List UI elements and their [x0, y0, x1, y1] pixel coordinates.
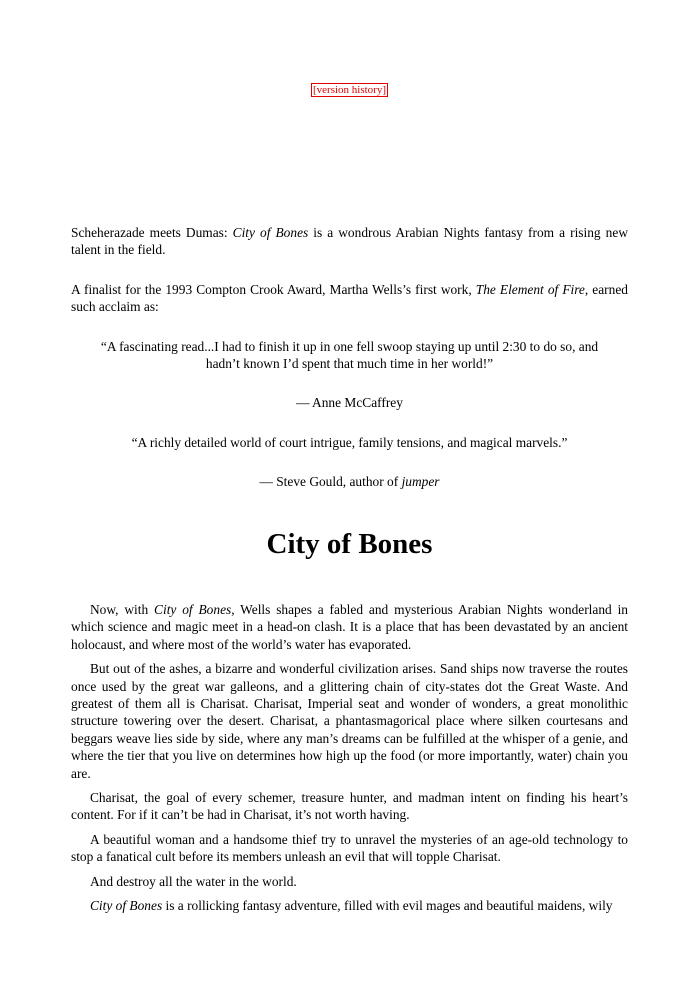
- blurb-paragraph-1: [71, 224, 628, 259]
- quote-gould: “A richly detailed world of court intrigue, family tensions, and magical marvels.”: [131, 434, 568, 450]
- version-history-link[interactable]: [version history]: [312, 84, 386, 96]
- body-section: [71, 601, 628, 922]
- body-paragraph-6: [71, 897, 628, 914]
- text-span: Scheherazade meets Dumas:: [71, 225, 233, 240]
- book-title-italic: City of Bones: [90, 898, 163, 914]
- quote-mccaffrey: “A fascinating read...I had to finish it up in one fell swoop staying up until 2:30 to do so, and hadn’t known I’d spent that much time in her world!”: [100, 338, 599, 372]
- attribution-mccaffrey: — Anne McCaffrey: [296, 395, 403, 411]
- text-span: , earned such acclaim as:: [71, 281, 628, 315]
- book-title-heading: City of Bones: [266, 528, 433, 560]
- text-span: , Wells shapes a fabled and mysterious Arabian Nights wonderland in which science and magic meet in a head-on clash. It is a place that has been devastated by an ancient holocaust, and where most of the world’s water has evaporated.: [71, 602, 628, 652]
- text-span: is a wondrous Arabian Nights fantasy from a rising new talent in the field.: [71, 225, 628, 258]
- blurb-paragraph-2: [71, 281, 628, 316]
- text-span: A finalist for the 1993 Compton Crook Award, Martha Wells’s first work,: [71, 281, 476, 297]
- book-title-italic: The Element of Fire: [475, 281, 585, 297]
- body-paragraph-4: A beautiful woman and a handsome thief try to unravel the mysteries of an age-old technology to stop a fanatical cult before its members unleash an evil that will topple Charisat.: [71, 831, 628, 865]
- book-title-italic: City of Bones: [232, 225, 309, 240]
- body-paragraph-1: [71, 601, 628, 653]
- book-title-italic: City of Bones: [154, 602, 232, 617]
- text-span: Now, with: [90, 602, 155, 617]
- text-span: is a rollicking fantasy adventure, filled with evil mages and beautiful maidens, wily: [162, 898, 613, 914]
- text-span: — Steve Gould, author of: [259, 474, 402, 490]
- book-title-italic: jumper: [401, 474, 440, 490]
- body-paragraph-5: And destroy all the water in the world.: [90, 873, 297, 889]
- body-paragraph-2: But out of the ashes, a bizarre and wonderful civilization arises. Sand ships now traverse the routes once used by the great war galleons, and a glittering chain of city-states dot the Great Waste. And greatest of them all is Charisat. Charisat, Imperial seat and wonder of wonders, a great monolithic structure towering over the desert. Charisat, a phantasmagorical place where silken courtesans and beggars weave lies side by side, where any man’s dreams can be fulfilled at the whisper of a genie, and where the tier that you live on determines how high up the food (or more importantly, water) chain you are.: [71, 661, 628, 781]
- blurb-section: [71, 224, 628, 513]
- body-paragraph-3: Charisat, the goal of every schemer, treasure hunter, and madman intent on finding his heart’s content. For if it can’t be had in Charisat, it’s not worth having.: [71, 790, 628, 823]
- version-history-container: [71, 83, 628, 97]
- attribution-gould: [85, 473, 614, 490]
